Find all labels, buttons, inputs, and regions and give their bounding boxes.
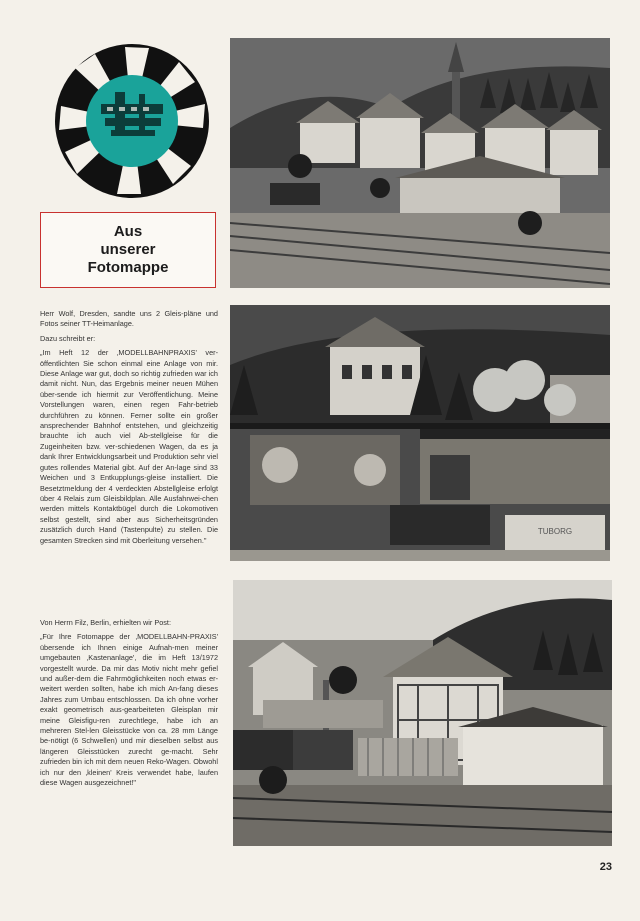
article-wolf-lead: Dazu schreibt er:: [40, 333, 96, 343]
article-filz-intro: Von Herrn Filz, Berlin, erhielten wir Post:: [40, 618, 171, 627]
article-wolf-intro: Herr Wolf, Dresden, sandte uns 2 Gleis-pläne und Fotos seiner TT-Heimanlage.: [40, 309, 218, 329]
title-line-1: Aus: [113, 223, 143, 240]
page-number: 23: [599, 861, 612, 873]
wagon-label: TUBORG: [537, 527, 573, 536]
station-bridge-photo: [230, 305, 610, 561]
article-filz: [40, 618, 218, 793]
half-timbered-station-photo: [233, 580, 612, 846]
town-station-photo: [230, 38, 610, 288]
article-wolf-body: „Im Heft 12 der ‚MODELLBAHNPRAXIS' ver-öffentlichten Sie schon einmal eine Anlage von mir. Diese Anlage war gut, doch so richtig zufrieden war ich damit nicht. Nun, das Ergebnis meiner neuen Mühen über-sende ich hiermit zur Veröffentlichung. Meine Vorstellungen waren, einen regen Fahr-betrieb durchführen zu können. Ferner sollte ein großer ansprechender Bahnhof entstehen, und gleichzeitig brauchte ich auch viel Ab-stellgleise für die Zugeinheiten bzw. ver-schiedenen Wagen, da es ja dank Ihrer Entwicklungsarbeit und Produktion sehr viel gutes rollendes Material gibt. Auf der An-lage sind 33 Weichen und 3 Entkupplungs-gleise installiert. Die Besetztmeldung der 4 verdeckten Abstellgleise erfolgt über 4 Relais zum Gleisbildplan. Alle Ausfahrwei-chen werden mittels Kontaktbügel durch die Lokomotiven selbst gestellt, sind aber aus Sicherheitsgründen zusätzlich durch Hand (Tastenpulte) zu stellen. Die gesamten Strecken sind mit Oberleitung versehen.": [40, 348, 218, 545]
title-line-2: unserer: [100, 241, 156, 258]
title-line-3: Fotomappe: [87, 259, 169, 276]
article-wolf: [40, 309, 218, 550]
camera-aperture-logo: [55, 44, 209, 198]
section-title-box: [40, 212, 216, 288]
aperture-icon: [55, 44, 209, 198]
article-filz-body: „Für Ihre Fotomappe der ‚MODELLBAHN-PRAXIS' übersende ich Ihnen einige Aufnah-men meiner umgebauten ‚Kastenanlage', die im Heft 13/1972 vorgestellt wurde. Da mir das Motiv nicht mehr gefiel und außer-dem die Fahrmöglichkeiten noch etwas er-weitert werden sollten, habe ich mich An-fang dieses Jahres zum Umbau entschlossen. Da ich ohne vorher exakt geometrisch aus-gearbeiteten Gleisplan mir meine Gleisfigu-ren zurechtlege, habe ich an mehreren Stel-len Gleisstücke von ca. 28 mm Länge be-nötigt (6 Schwellen) und mir dieselben selbst aus längeren Gleisstücken zurecht ge-macht. Sehr zufrieden bin ich mit dem neuen Reko-Wagen. Obwohl ich nur den ‚kleinen' Kreis verwendet habe, laufen diese Wagen ausgezeichnet!": [40, 632, 218, 788]
